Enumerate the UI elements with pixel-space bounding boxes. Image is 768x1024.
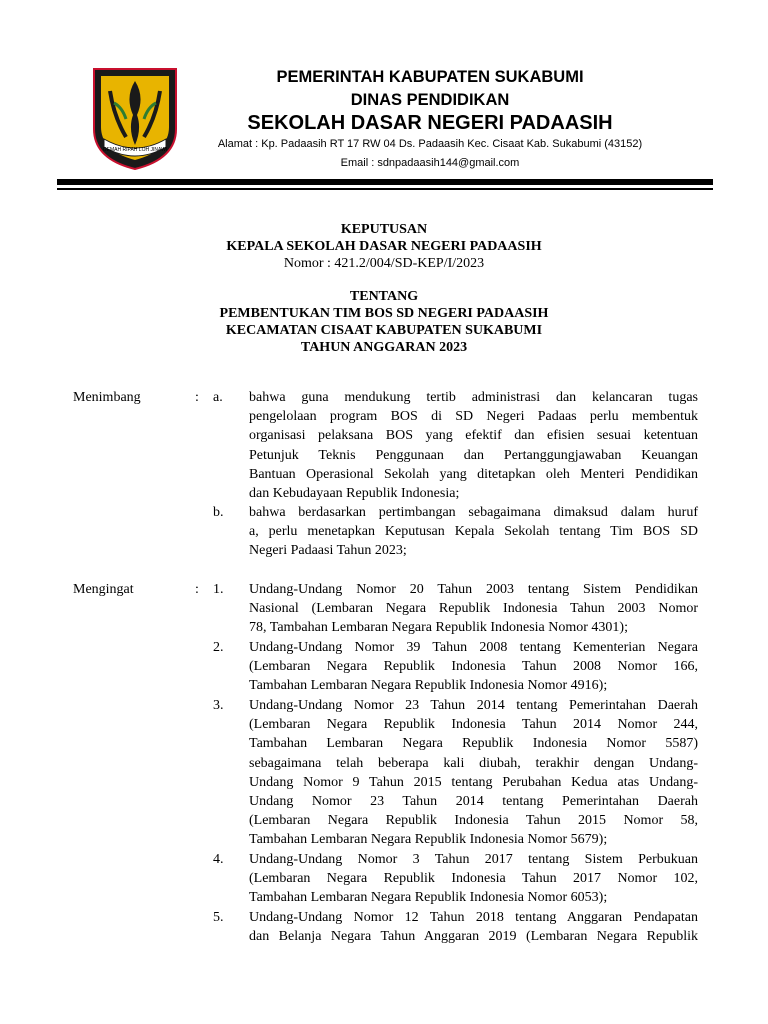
list-item-text bbox=[249, 696, 698, 850]
list-item-text bbox=[249, 580, 698, 638]
decree-about-line-3: TAHUN ANGGARAN 2023 bbox=[300, 340, 468, 355]
list-item-text bbox=[249, 850, 698, 908]
text-line: bahwa guna mendukung tertib administrasi dan kelancaran tugas bbox=[249, 390, 698, 405]
list-item-text bbox=[249, 503, 698, 561]
text-line: Tambahan Lembaran Negara Republik Indonesia Nomor 6053); bbox=[249, 890, 608, 906]
text-line: (Lembaran Negara Republik Indonesia Tahun 2014 Nomor 244, bbox=[249, 717, 698, 733]
letterhead-government: PEMERINTAH KABUPATEN SUKABUMI bbox=[276, 68, 584, 86]
decree-about-line-1: PEMBENTUKAN TIM BOS SD NEGERI PADAASIH bbox=[219, 306, 549, 321]
decree-number: Nomor : 421.2/004/SD-KEP/I/2023 bbox=[283, 256, 485, 271]
decree-about-line-2: KECAMATAN CISAAT KABUPATEN SUKABUMI bbox=[225, 323, 543, 338]
text-line: Undang-Undang Nomor 3 Tahun 2017 tentang Sistem Perbukuan bbox=[249, 852, 698, 867]
list-marker: 1. bbox=[213, 582, 224, 597]
text-line: Negeri Padaasi Tahun 2023; bbox=[249, 543, 407, 559]
text-line: (Lembaran Negara Republik Indonesia Tahun 2008 Nomor 166, bbox=[249, 659, 698, 675]
letterhead-department: DINAS PENDIDIKAN bbox=[350, 91, 510, 109]
list-marker: 3. bbox=[213, 698, 224, 713]
text-line: Tambahan Lembaran Negara Republik Indonesia Nomor 5587) bbox=[249, 736, 698, 752]
text-line: dan Kebudayaan Republik Indonesia; bbox=[249, 485, 460, 501]
section-colon: : bbox=[195, 582, 199, 597]
decree-about-label: TENTANG bbox=[349, 289, 419, 304]
text-line: Undang-Undang Nomor 39 Tahun 2008 tentang Kementerian Negara bbox=[249, 640, 698, 655]
list-marker: b. bbox=[213, 505, 224, 520]
list-marker: 2. bbox=[213, 640, 224, 655]
text-line: Undang-Undang Nomor 20 Tahun 2003 tentang Sistem Pendidikan bbox=[249, 582, 698, 597]
text-line: bahwa berdasarkan pertimbangan sebagaimana dimaksud dalam huruf bbox=[249, 505, 698, 520]
section-label-mengingat: Mengingat bbox=[73, 582, 134, 597]
text-line: a, perlu menetapkan Keputusan Kepala Sekolah tentang Tim BOS SD bbox=[249, 524, 698, 540]
list-marker: 5. bbox=[213, 910, 224, 925]
text-line: Tambahan Lembaran Negara Republik Indonesia Nomor 4916); bbox=[249, 678, 608, 694]
list-item-text bbox=[249, 908, 698, 946]
letterhead-divider-thick bbox=[57, 179, 713, 185]
letterhead-email: Email : sdnpadaasih144@gmail.com bbox=[340, 157, 520, 169]
section-colon: : bbox=[195, 390, 199, 405]
text-line: Petunjuk Teknis Penggunaan dan Pertanggungjawaban Keuangan bbox=[249, 447, 698, 463]
district-emblem-logo bbox=[92, 67, 178, 171]
text-line: Undang-Undang Nomor 12 Tahun 2018 tentang Anggaran Pendapatan bbox=[249, 910, 698, 925]
text-line: sebagaimana telah beberapa kali diubah, terakhir dengan Undang- bbox=[249, 755, 698, 771]
text-line: Nasional (Lembaran Negara Republik Indonesia Tahun 2003 Nomor bbox=[249, 601, 698, 617]
text-line: (Lembaran Negara Republik Indonesia Tahun 2017 Nomor 102, bbox=[249, 871, 698, 887]
text-line: 78, Tambahan Lembaran Negara Republik Indonesia Nomor 4301); bbox=[249, 620, 628, 636]
list-marker: a. bbox=[213, 390, 223, 405]
list-item-text bbox=[249, 638, 698, 696]
letterhead-divider-thin bbox=[57, 188, 713, 190]
list-marker: 4. bbox=[213, 852, 224, 867]
text-line: Undang-Undang Nomor 23 Tahun 2014 tentang Pemerintahan Daerah bbox=[249, 698, 698, 713]
text-line: organisasi pelaksana BOS yang efektif dan efisien sesuai ketentuan bbox=[249, 428, 698, 444]
section-label-menimbang: Menimbang bbox=[73, 390, 141, 405]
decree-title: KEPUTUSAN bbox=[340, 222, 428, 237]
text-line: Tambahan Lembaran Negara Republik Indonesia Nomor 5679); bbox=[249, 832, 608, 848]
text-line: pengelolaan program BOS di SD Negeri Padaas perlu membentuk bbox=[249, 409, 698, 425]
text-line: (Lembaran Negara Republik Indonesia Tahun 2015 Nomor 58, bbox=[249, 813, 698, 829]
text-line: Undang Nomor 23 Tahun 2014 tentang Pemerintahan Daerah bbox=[249, 793, 698, 809]
list-item-text bbox=[249, 388, 698, 503]
logo-motto: GEMAH RIPAH LOH JINAWI bbox=[102, 147, 168, 153]
letterhead-address: Alamat : Kp. Padaasih RT 17 RW 04 Ds. Padaasih Kec. Cisaat Kab. Sukabumi (43152) bbox=[217, 138, 643, 150]
text-line: dan Belanja Negara Tahun Anggaran 2019 (Lembaran Negara Republik bbox=[249, 929, 698, 945]
text-line: Undang Nomor 9 Tahun 2015 tentang Perubahan Kedua atas Undang- bbox=[249, 774, 698, 790]
text-line: Bantuan Operasional Sekolah yang ditetapkan oleh Menteri Pendidikan bbox=[249, 466, 698, 482]
letterhead-school-name: SEKOLAH DASAR NEGERI PADAASIH bbox=[247, 112, 613, 134]
decree-issuer: KEPALA SEKOLAH DASAR NEGERI PADAASIH bbox=[226, 239, 542, 254]
